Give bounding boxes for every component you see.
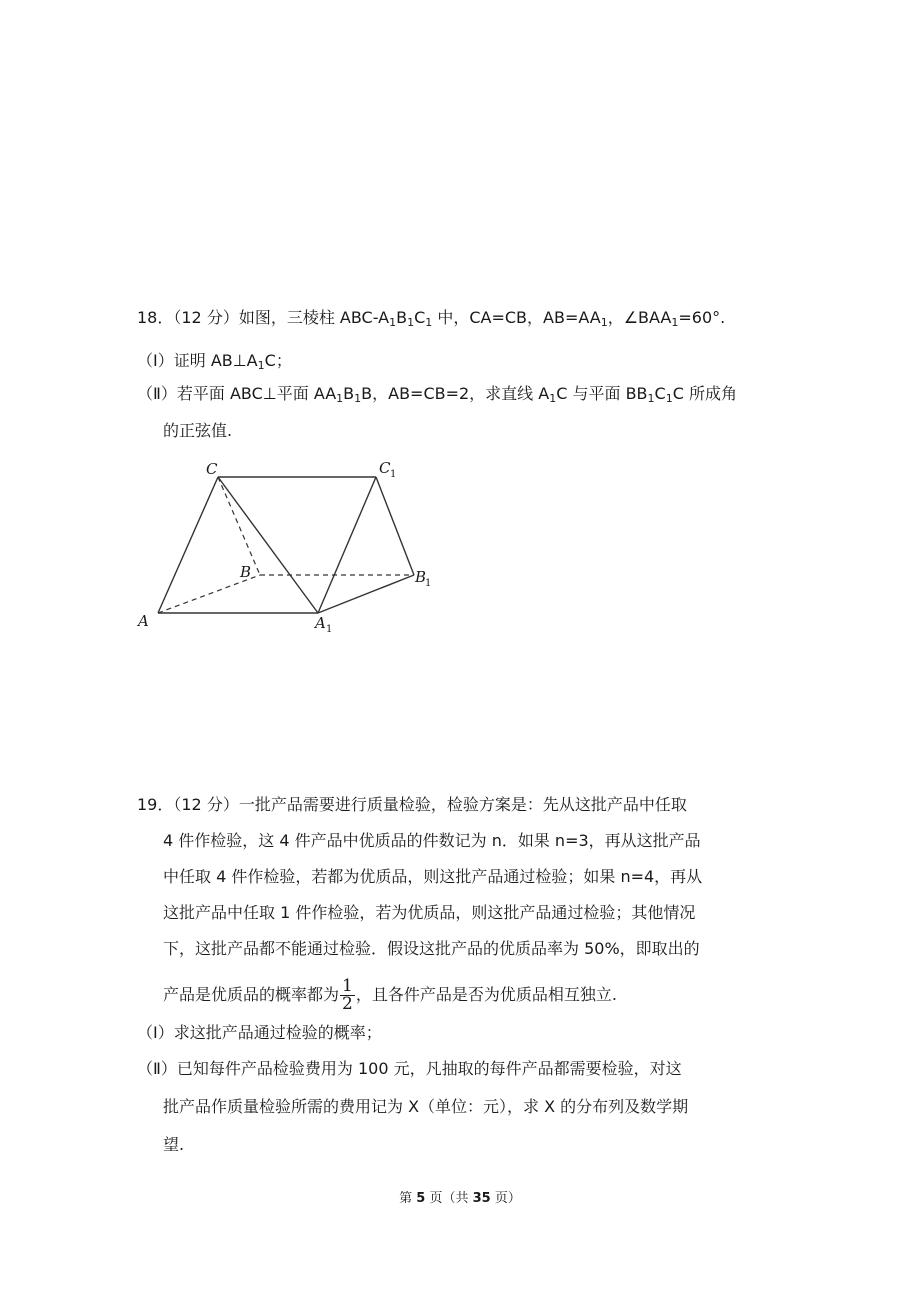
vertex-A1-sub: 1 [326, 624, 333, 635]
q19-part2-marker: （Ⅱ） [137, 1059, 177, 1078]
q19-score: （12 分） [173, 795, 239, 814]
q19-stem-line4: 这批产品中任取 1 件作检验，若为优质品，则这批产品通过检验；其他情况 [163, 903, 696, 922]
edge-C1A1 [318, 477, 376, 613]
vertex-B1-label: B [415, 568, 427, 586]
vertex-C1-label: C [379, 459, 391, 477]
edge-AC [158, 477, 218, 613]
page-total: 35 [472, 1191, 491, 1206]
q19-stem-line6: 产品是优质品的概率都为 $\frac{1}{2}$ ，且各件产品是否为优质品相互独立. [163, 976, 617, 1014]
q18-part2-cont: 的正弦值. [163, 421, 233, 440]
q18-score: （12 分） [173, 308, 239, 327]
q19-part2-line3: 望. [163, 1135, 185, 1154]
q18-number: 18． [137, 308, 174, 327]
q18-stem: 18．（12 分）如图，三棱柱 ABC-$A_1B_1C_1$ 中，CA=CB，$AB=AA_1$，$\angle BAA_1=60^\circ$. [137, 308, 726, 329]
q19-part2-line2: 批产品作质量检验所需的费用记为 X（单位：元），求 X 的分布列及数学期 [163, 1097, 689, 1116]
q19-number: 19． [137, 795, 174, 814]
edge-CA1 [218, 477, 318, 613]
q19-part1-marker: （Ⅰ） [137, 1023, 174, 1042]
edge-C1B1 [376, 477, 414, 575]
q19-part2-line1: （Ⅱ）已知每件产品检验费用为 100 元，凡抽取的每件产品都需要检验，对这 [137, 1059, 682, 1078]
q18-part1-marker: （Ⅰ） [137, 351, 174, 370]
page-number: 5 [416, 1191, 426, 1206]
fraction-one-half: $\frac{1}{2}$ [342, 976, 353, 1014]
vertex-C-label: C [206, 460, 218, 478]
q19-stem-line2: 4 件作检验，这 4 件产品中优质品的件数记为 n．如果 n=3，再从这批产品 [163, 831, 701, 850]
q18-part2: （Ⅱ）若平面 ABC⊥平面 $AA_1B_1B$，AB=CB=2，求直线 $A_1C$ 与平面 $BB_1C_1C$ 所成角 [137, 384, 737, 405]
q19-stem-line1: 19．（12 分）一批产品需要进行质量检验，检验方案是：先从这批产品中任取 [137, 795, 687, 814]
vertex-C1-sub: 1 [390, 469, 397, 480]
q18-part2-marker: （Ⅱ） [137, 384, 177, 403]
prism-figure [130, 455, 440, 640]
q18-part1: （Ⅰ）证明 $AB\perp A_1C$； [137, 351, 292, 372]
vertex-A-label: A [138, 612, 149, 630]
page-footer: 第 5 页（共 35 页） [399, 1191, 521, 1206]
q19-stem-line5: 下，这批产品都不能通过检验．假设这批产品的优质品率为 50%，即取出的 [163, 939, 700, 958]
q19-stem-line3: 中任取 4 件作检验，若都为优质品，则这批产品通过检验；如果 n=4，再从 [163, 867, 703, 886]
vertex-A1-label: A [315, 614, 326, 632]
vertex-B-label: B [240, 563, 252, 581]
q19-part1: （Ⅰ）求这批产品通过检验的概率； [137, 1023, 382, 1042]
vertex-B1-sub: 1 [425, 578, 432, 589]
